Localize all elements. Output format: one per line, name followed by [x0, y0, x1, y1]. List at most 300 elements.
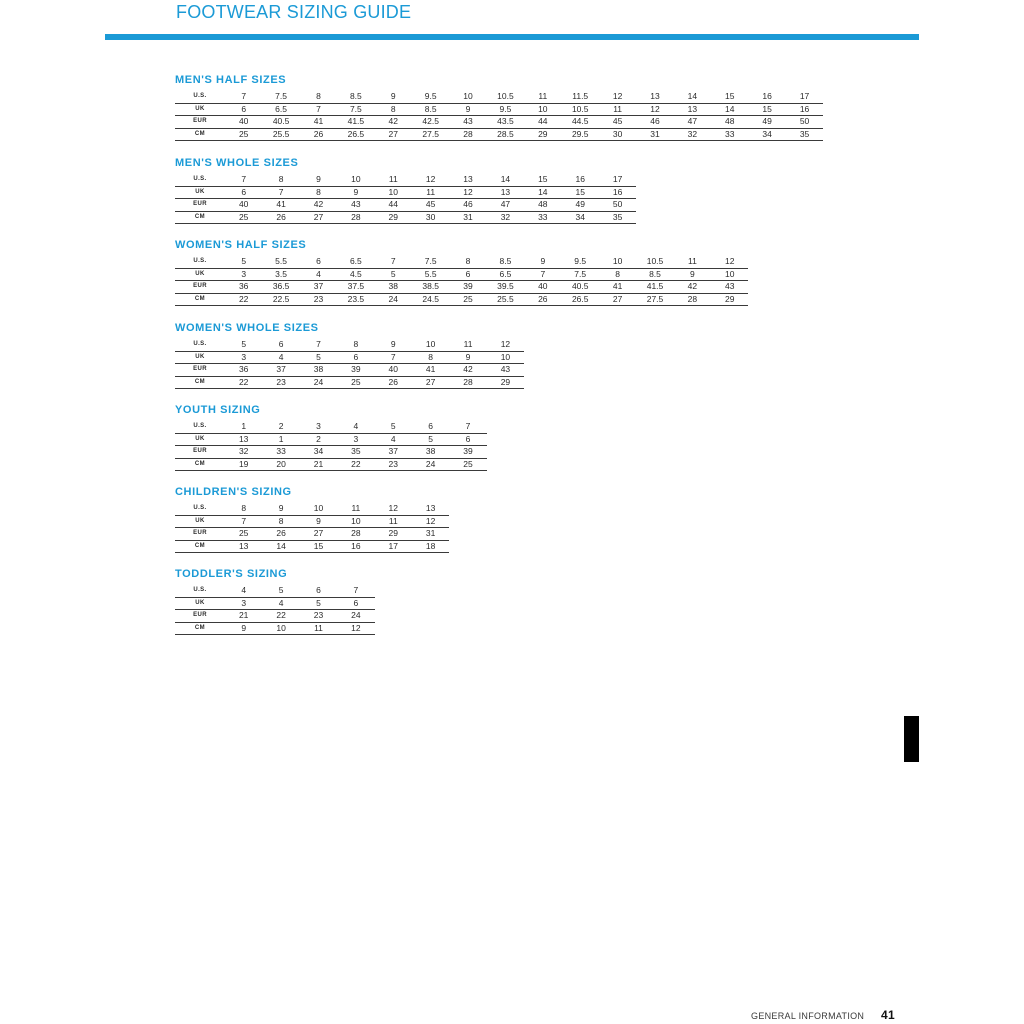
size-cell: 17 — [375, 540, 412, 553]
section-title: CHILDREN'S SIZING — [175, 486, 292, 498]
size-cell: 37.5 — [337, 281, 374, 294]
row-label: EUR — [175, 116, 225, 129]
size-cell: 25 — [337, 376, 374, 389]
size-cell: 7 — [262, 186, 299, 199]
size-cell: 9 — [524, 256, 561, 268]
row-label: CM — [175, 128, 225, 141]
size-cell: 15 — [711, 91, 748, 103]
row-label: CM — [175, 211, 225, 224]
size-cell: 26 — [300, 128, 337, 141]
size-cell: 8 — [449, 256, 486, 268]
table-row — [175, 256, 748, 268]
section-title: MEN'S WHOLE SIZES — [175, 157, 299, 169]
size-cell: 9.5 — [412, 91, 449, 103]
size-cell: 41 — [412, 364, 449, 377]
size-cell: 12 — [599, 91, 636, 103]
size-cell: 36.5 — [262, 281, 299, 294]
size-cell: 20 — [262, 458, 299, 471]
size-cell: 10 — [599, 256, 636, 268]
size-cell: 5.5 — [412, 268, 449, 281]
size-cell: 49 — [562, 199, 599, 212]
size-cell: 3 — [225, 268, 262, 281]
table-row — [175, 597, 375, 610]
size-cell: 13 — [225, 540, 262, 553]
thumb-tab-marker — [904, 716, 919, 762]
size-cell: 2 — [300, 433, 337, 446]
size-cell: 34 — [300, 446, 337, 459]
size-cell: 15 — [300, 540, 337, 553]
size-cell: 21 — [300, 458, 337, 471]
table-row — [175, 339, 524, 351]
size-cell: 43 — [711, 281, 748, 294]
size-cell: 9.5 — [487, 103, 524, 116]
size-cell: 10.5 — [562, 103, 599, 116]
size-cell: 39 — [449, 446, 486, 459]
page-footer — [751, 1008, 895, 1022]
size-cell: 24 — [300, 376, 337, 389]
size-cell: 4.5 — [337, 268, 374, 281]
size-cell: 6 — [300, 256, 337, 268]
size-cell: 23 — [375, 458, 412, 471]
row-label: CM — [175, 622, 225, 635]
table-row — [175, 293, 748, 306]
size-cell: 10 — [487, 351, 524, 364]
section-title: MEN'S HALF SIZES — [175, 74, 287, 86]
size-cell: 27 — [300, 211, 337, 224]
size-cell: 10 — [412, 339, 449, 351]
size-cell: 7 — [449, 421, 486, 433]
size-cell: 11 — [300, 622, 337, 635]
size-cell: 48 — [711, 116, 748, 129]
size-cell: 32 — [225, 446, 262, 459]
size-cell: 7 — [337, 585, 374, 597]
size-cell: 10 — [300, 503, 337, 515]
row-label: UK — [175, 515, 225, 528]
size-cell: 5 — [300, 351, 337, 364]
size-cell: 40 — [225, 116, 262, 129]
size-cell: 7 — [375, 351, 412, 364]
size-cell: 35 — [786, 128, 823, 141]
row-label: EUR — [175, 364, 225, 377]
size-cell: 7 — [524, 268, 561, 281]
size-cell: 40 — [524, 281, 561, 294]
size-cell: 6 — [225, 186, 262, 199]
size-cell: 9.5 — [562, 256, 599, 268]
table-row — [175, 128, 823, 141]
row-label: EUR — [175, 610, 225, 623]
size-cell: 24 — [375, 293, 412, 306]
size-cell: 3.5 — [262, 268, 299, 281]
size-cell: 41.5 — [636, 281, 673, 294]
size-cell: 10.5 — [487, 91, 524, 103]
size-cell: 16 — [337, 540, 374, 553]
size-cell: 7 — [225, 91, 262, 103]
size-cell: 40 — [375, 364, 412, 377]
table-row — [175, 622, 375, 635]
size-cell: 5 — [225, 339, 262, 351]
size-cell: 16 — [562, 174, 599, 186]
size-cell: 7.5 — [262, 91, 299, 103]
size-cell: 22 — [225, 376, 262, 389]
size-cell: 42 — [300, 199, 337, 212]
table-row — [175, 116, 823, 129]
size-cell: 23.5 — [337, 293, 374, 306]
size-cell: 14 — [711, 103, 748, 116]
size-cell: 12 — [412, 515, 449, 528]
size-cell: 10 — [449, 91, 486, 103]
section-title: WOMEN'S HALF SIZES — [175, 239, 307, 251]
section-title: YOUTH SIZING — [175, 404, 261, 416]
title-rule — [105, 34, 919, 40]
size-cell: 26.5 — [562, 293, 599, 306]
table-row — [175, 503, 449, 515]
size-cell: 12 — [375, 503, 412, 515]
size-cell: 6.5 — [262, 103, 299, 116]
size-cell: 13 — [487, 186, 524, 199]
size-cell: 39 — [449, 281, 486, 294]
size-cell: 34 — [748, 128, 785, 141]
size-cell: 38 — [412, 446, 449, 459]
size-cell: 6 — [300, 585, 337, 597]
size-cell: 22.5 — [262, 293, 299, 306]
size-cell: 37 — [300, 281, 337, 294]
size-cell: 7 — [300, 339, 337, 351]
size-cell: 40 — [225, 199, 262, 212]
row-label: U.S. — [175, 91, 225, 103]
size-cell: 17 — [786, 91, 823, 103]
size-cell: 3 — [300, 421, 337, 433]
size-cell: 10 — [262, 622, 299, 635]
page-number: 41 — [881, 1008, 895, 1022]
size-cell: 18 — [412, 540, 449, 553]
size-cell: 14 — [674, 91, 711, 103]
size-cell: 43 — [337, 199, 374, 212]
size-cell: 11 — [449, 339, 486, 351]
size-cell: 12 — [449, 186, 486, 199]
size-cell: 42 — [449, 364, 486, 377]
size-cell: 41 — [262, 199, 299, 212]
size-cell: 28 — [449, 376, 486, 389]
size-cell: 35 — [337, 446, 374, 459]
size-cell: 49 — [748, 116, 785, 129]
size-cell: 10.5 — [636, 256, 673, 268]
size-cell: 8.5 — [337, 91, 374, 103]
size-cell: 26 — [375, 376, 412, 389]
size-cell: 29 — [375, 211, 412, 224]
size-cell: 8 — [262, 174, 299, 186]
size-cell: 31 — [449, 211, 486, 224]
size-cell: 45 — [412, 199, 449, 212]
sizing-section — [175, 157, 636, 224]
size-cell: 46 — [449, 199, 486, 212]
size-cell: 26 — [524, 293, 561, 306]
size-cell: 6 — [412, 421, 449, 433]
size-cell: 50 — [786, 116, 823, 129]
section-title: TODDLER'S SIZING — [175, 568, 288, 580]
sizing-section — [175, 322, 524, 389]
size-cell: 15 — [524, 174, 561, 186]
size-cell: 23 — [300, 293, 337, 306]
size-table — [175, 421, 487, 471]
row-label: EUR — [175, 199, 225, 212]
size-cell: 8 — [300, 91, 337, 103]
size-table — [175, 174, 636, 224]
size-cell: 10 — [337, 174, 374, 186]
table-row — [175, 446, 487, 459]
size-table — [175, 339, 524, 389]
size-cell: 11 — [524, 91, 561, 103]
row-label: UK — [175, 103, 225, 116]
size-cell: 6 — [262, 339, 299, 351]
row-label: UK — [175, 433, 225, 446]
size-cell: 32 — [674, 128, 711, 141]
size-cell: 8 — [225, 503, 262, 515]
size-cell: 17 — [599, 174, 636, 186]
size-cell: 33 — [262, 446, 299, 459]
size-cell: 29 — [375, 528, 412, 541]
row-label: UK — [175, 268, 225, 281]
size-table — [175, 256, 748, 306]
table-row — [175, 515, 449, 528]
size-cell: 22 — [225, 293, 262, 306]
size-cell: 11 — [375, 174, 412, 186]
size-cell: 4 — [262, 351, 299, 364]
size-cell: 21 — [225, 610, 262, 623]
row-label: UK — [175, 186, 225, 199]
size-cell: 8 — [599, 268, 636, 281]
size-cell: 1 — [262, 433, 299, 446]
size-cell: 19 — [225, 458, 262, 471]
size-cell: 25 — [225, 211, 262, 224]
size-cell: 28 — [337, 528, 374, 541]
table-row — [175, 186, 636, 199]
size-cell: 16 — [599, 186, 636, 199]
size-cell: 13 — [412, 503, 449, 515]
size-cell: 39 — [337, 364, 374, 377]
size-cell: 5.5 — [262, 256, 299, 268]
table-row — [175, 103, 823, 116]
size-cell: 46 — [636, 116, 673, 129]
sizing-section — [175, 74, 823, 141]
size-cell: 35 — [599, 211, 636, 224]
size-cell: 27.5 — [636, 293, 673, 306]
size-cell: 6 — [449, 268, 486, 281]
row-label: U.S. — [175, 421, 225, 433]
size-cell: 9 — [225, 622, 262, 635]
size-cell: 22 — [337, 458, 374, 471]
size-cell: 6 — [225, 103, 262, 116]
size-cell: 9 — [262, 503, 299, 515]
size-cell: 11 — [375, 515, 412, 528]
size-cell: 31 — [636, 128, 673, 141]
size-cell: 29.5 — [562, 128, 599, 141]
size-cell: 3 — [337, 433, 374, 446]
size-table — [175, 503, 449, 553]
size-cell: 34 — [562, 211, 599, 224]
size-cell: 15 — [748, 103, 785, 116]
size-cell: 11 — [412, 186, 449, 199]
size-cell: 13 — [674, 103, 711, 116]
size-cell: 8 — [262, 515, 299, 528]
size-cell: 38.5 — [412, 281, 449, 294]
size-cell: 43.5 — [487, 116, 524, 129]
sizing-section — [175, 568, 375, 635]
size-cell: 9 — [674, 268, 711, 281]
size-cell: 26.5 — [337, 128, 374, 141]
row-label: CM — [175, 540, 225, 553]
size-cell: 39.5 — [487, 281, 524, 294]
size-cell: 45 — [599, 116, 636, 129]
size-cell: 28 — [337, 211, 374, 224]
row-label: CM — [175, 376, 225, 389]
size-cell: 28.5 — [487, 128, 524, 141]
table-row — [175, 528, 449, 541]
size-cell: 27.5 — [412, 128, 449, 141]
size-cell: 9 — [375, 91, 412, 103]
size-cell: 4 — [262, 597, 299, 610]
size-cell: 29 — [711, 293, 748, 306]
size-cell: 30 — [599, 128, 636, 141]
size-cell: 8 — [300, 186, 337, 199]
sizing-section — [175, 404, 487, 471]
table-row — [175, 268, 748, 281]
table-row — [175, 91, 823, 103]
size-cell: 10 — [524, 103, 561, 116]
row-label: EUR — [175, 528, 225, 541]
size-cell: 7 — [300, 103, 337, 116]
table-row — [175, 174, 636, 186]
size-cell: 6 — [337, 597, 374, 610]
size-cell: 9 — [375, 339, 412, 351]
size-cell: 42 — [674, 281, 711, 294]
size-cell: 13 — [636, 91, 673, 103]
size-cell: 5 — [225, 256, 262, 268]
footer-section-label: GENERAL INFORMATION — [751, 1011, 865, 1021]
size-cell: 14 — [262, 540, 299, 553]
size-cell: 14 — [524, 186, 561, 199]
size-cell: 12 — [487, 339, 524, 351]
table-row — [175, 433, 487, 446]
size-cell: 11 — [599, 103, 636, 116]
size-cell: 9 — [300, 515, 337, 528]
size-cell: 8.5 — [412, 103, 449, 116]
table-row — [175, 199, 636, 212]
size-cell: 37 — [375, 446, 412, 459]
size-cell: 6 — [337, 351, 374, 364]
size-cell: 6 — [449, 433, 486, 446]
size-cell: 23 — [300, 610, 337, 623]
size-cell: 43 — [487, 364, 524, 377]
size-cell: 29 — [524, 128, 561, 141]
size-cell: 3 — [225, 351, 262, 364]
size-cell: 16 — [786, 103, 823, 116]
size-cell: 11 — [674, 256, 711, 268]
size-cell: 36 — [225, 364, 262, 377]
size-cell: 8 — [337, 339, 374, 351]
size-cell: 13 — [449, 174, 486, 186]
size-cell: 37 — [262, 364, 299, 377]
size-cell: 43 — [449, 116, 486, 129]
size-cell: 5 — [375, 268, 412, 281]
size-cell: 7 — [375, 256, 412, 268]
size-cell: 24.5 — [412, 293, 449, 306]
size-cell: 25 — [449, 458, 486, 471]
size-cell: 5 — [300, 597, 337, 610]
size-cell: 6.5 — [337, 256, 374, 268]
row-label: U.S. — [175, 503, 225, 515]
table-row — [175, 585, 375, 597]
row-label: U.S. — [175, 339, 225, 351]
row-label: EUR — [175, 446, 225, 459]
sizing-section — [175, 239, 748, 306]
size-cell: 11 — [337, 503, 374, 515]
row-label: EUR — [175, 281, 225, 294]
section-title: WOMEN'S WHOLE SIZES — [175, 322, 319, 334]
size-cell: 40.5 — [562, 281, 599, 294]
size-cell: 42.5 — [412, 116, 449, 129]
size-cell: 36 — [225, 281, 262, 294]
size-cell: 11.5 — [562, 91, 599, 103]
size-cell: 25 — [225, 528, 262, 541]
size-cell: 7.5 — [562, 268, 599, 281]
size-cell: 1 — [225, 421, 262, 433]
size-cell: 10 — [711, 268, 748, 281]
size-cell: 5 — [262, 585, 299, 597]
size-cell: 9 — [449, 351, 486, 364]
row-label: U.S. — [175, 256, 225, 268]
size-cell: 6.5 — [487, 268, 524, 281]
size-cell: 22 — [262, 610, 299, 623]
size-cell: 8 — [412, 351, 449, 364]
size-cell: 13 — [225, 433, 262, 446]
page-title: FOOTWEAR SIZING GUIDE — [176, 2, 412, 22]
size-cell: 4 — [337, 421, 374, 433]
size-cell: 4 — [375, 433, 412, 446]
table-row — [175, 540, 449, 553]
size-cell: 26 — [262, 528, 299, 541]
size-cell: 50 — [599, 199, 636, 212]
size-cell: 44.5 — [562, 116, 599, 129]
size-cell: 28 — [674, 293, 711, 306]
size-cell: 27 — [375, 128, 412, 141]
size-cell: 25 — [225, 128, 262, 141]
size-cell: 3 — [225, 597, 262, 610]
table-row — [175, 281, 748, 294]
row-label: U.S. — [175, 174, 225, 186]
size-cell: 12 — [337, 622, 374, 635]
size-cell: 47 — [487, 199, 524, 212]
size-cell: 12 — [711, 256, 748, 268]
size-cell: 29 — [487, 376, 524, 389]
size-cell: 12 — [636, 103, 673, 116]
size-cell: 4 — [300, 268, 337, 281]
size-cell: 32 — [487, 211, 524, 224]
size-cell: 7.5 — [337, 103, 374, 116]
size-table — [175, 91, 823, 141]
size-cell: 33 — [524, 211, 561, 224]
size-cell: 27 — [412, 376, 449, 389]
size-cell: 38 — [375, 281, 412, 294]
size-cell: 25.5 — [262, 128, 299, 141]
table-row — [175, 211, 636, 224]
size-cell: 28 — [449, 128, 486, 141]
size-cell: 23 — [262, 376, 299, 389]
size-cell: 44 — [524, 116, 561, 129]
size-cell: 25.5 — [487, 293, 524, 306]
size-cell: 27 — [300, 528, 337, 541]
size-cell: 24 — [337, 610, 374, 623]
size-cell: 31 — [412, 528, 449, 541]
